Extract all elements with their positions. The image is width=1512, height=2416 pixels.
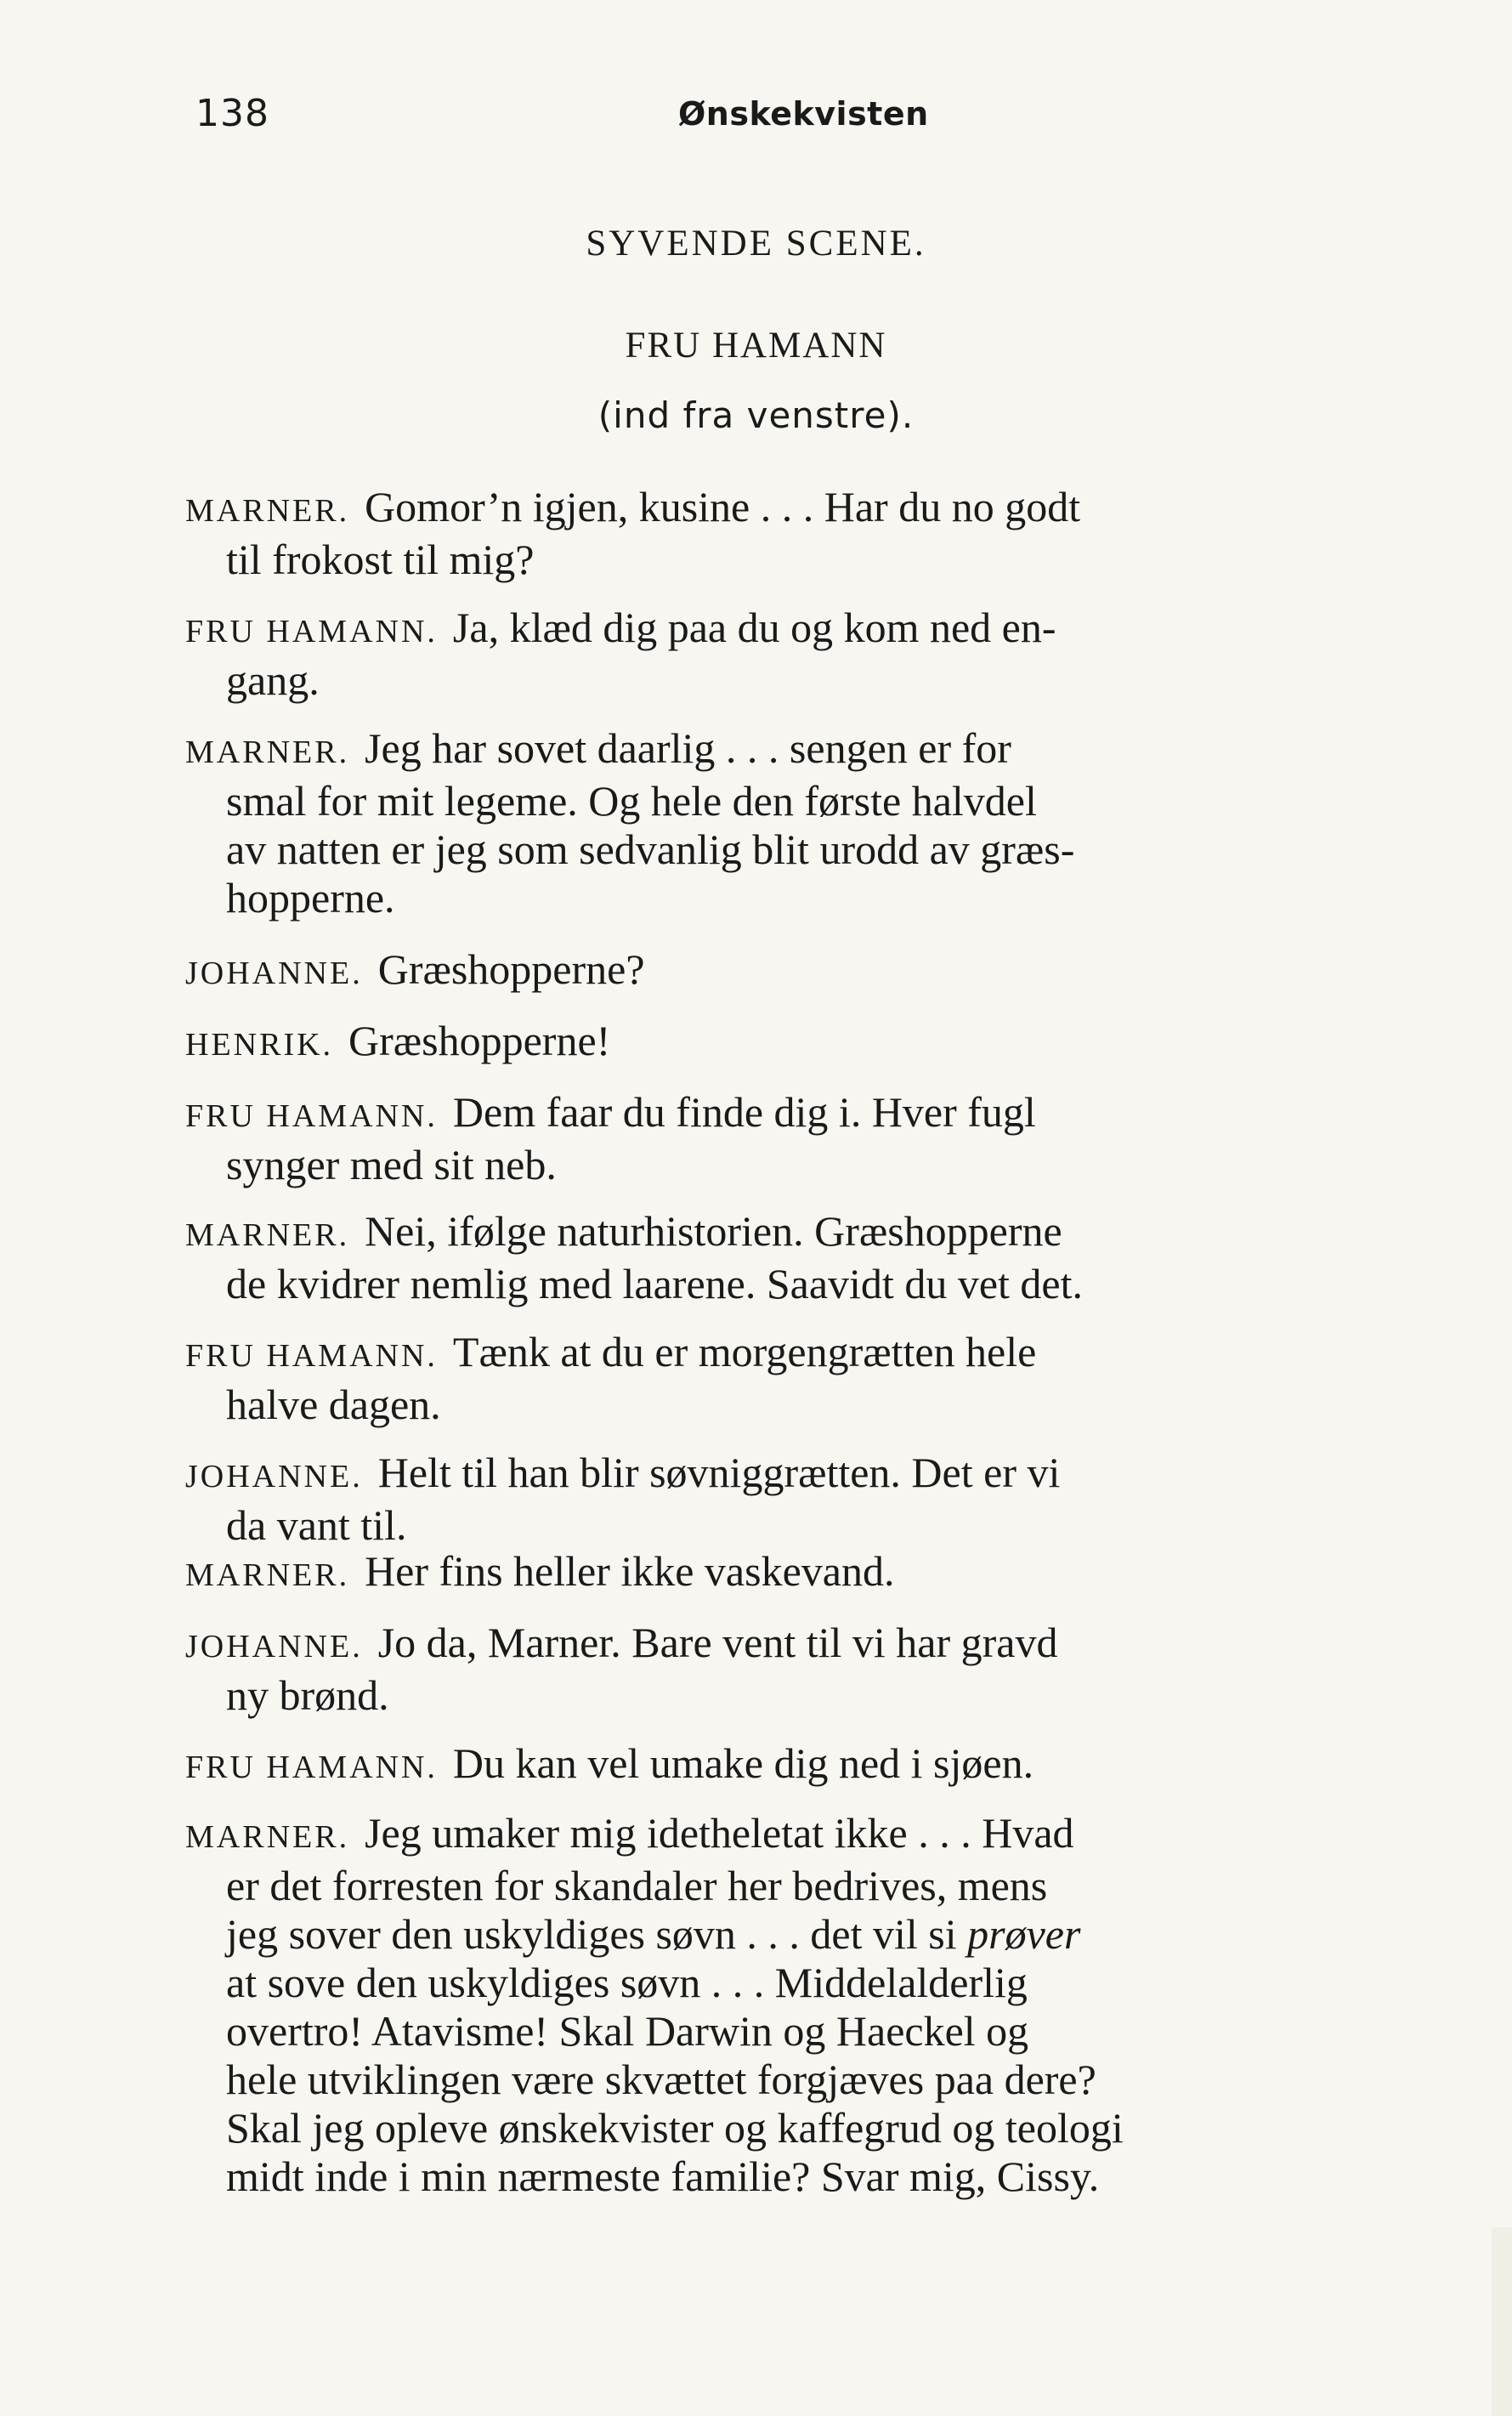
speaker-name: MARNER. xyxy=(185,1217,350,1253)
speech xyxy=(185,1619,1401,1720)
speech-line: Dem faar du finde dig i. Hver fugl xyxy=(452,1088,1036,1136)
speaker-name: JOHANNE. xyxy=(185,956,363,991)
speech-line: Jo da, Marner. Bare vent til vi har gravd xyxy=(377,1619,1058,1666)
speech-line: hopperne. xyxy=(226,874,395,922)
speech-line: at sove den uskyldiges søvn . . . Middelalderlig xyxy=(226,1959,1028,2006)
speaker-name: MARNER. xyxy=(185,1557,350,1593)
speech-line: smal for mit legeme. Og hele den første halvdel xyxy=(226,777,1037,825)
speech-line: midt inde i min nærmeste familie? Svar mig, Cissy. xyxy=(226,2152,1100,2200)
speech-line: til frokost til mig? xyxy=(226,536,535,583)
speech-line: Gomor’n igjen, kusine . . . Har du no godt xyxy=(365,483,1081,530)
speech-line: da vant til. xyxy=(226,1501,407,1549)
cast-list: FRU HAMANN xyxy=(625,326,887,366)
speech-line: Jeg har sovet daarlig . . . sengen er for xyxy=(365,724,1011,772)
speech-line: Du kan vel umake dig ned i sjøen. xyxy=(452,1739,1034,1787)
speaker-name: FRU HAMANN. xyxy=(185,614,438,649)
running-title: Ønskekvisten xyxy=(678,95,929,133)
emphasized-word: prøver xyxy=(967,1910,1081,1958)
speech-line: Nei, ifølge naturhistorien. Græshopperne xyxy=(365,1207,1062,1255)
speech-line: er det forresten for skandaler her bedrives, mens xyxy=(226,1862,1048,1909)
speech-line: de kvidrer nemlig med laarene. Saavidt du vet det. xyxy=(226,1260,1083,1307)
page-edge-shadow xyxy=(1492,2227,1512,2416)
speech xyxy=(185,1809,1401,2201)
page-number: 138 xyxy=(195,92,269,135)
speech-line: ny brønd. xyxy=(226,1671,389,1719)
speaker-name: FRU HAMANN. xyxy=(185,1098,438,1134)
speaker-name: MARNER. xyxy=(185,493,350,529)
speech-line: Tænk at du er morgengrætten hele xyxy=(452,1328,1037,1375)
speech xyxy=(185,945,1401,998)
speech xyxy=(185,1088,1401,1189)
speech xyxy=(185,1207,1401,1308)
speech-line: av natten er jeg som sedvanlig blit urodd av græs- xyxy=(226,825,1075,873)
speaker-name: HENRIK. xyxy=(185,1027,334,1063)
speaker-name: FRU HAMANN. xyxy=(185,1750,438,1785)
speech xyxy=(185,1449,1401,1550)
speech-line: Jeg umaker mig idetheletat ikke . . . Hvad xyxy=(365,1809,1074,1857)
stage-direction: (ind fra venstre). xyxy=(597,394,915,436)
speech-line: halve dagen. xyxy=(226,1381,441,1428)
speech-line: jeg sover den uskyldiges søvn . . . det vil si xyxy=(226,1910,957,1958)
speech-line: Græshopperne! xyxy=(348,1017,611,1064)
speech-line: gang. xyxy=(226,656,320,704)
speech xyxy=(185,1739,1401,1792)
speaker-name: JOHANNE. xyxy=(185,1629,363,1665)
speech xyxy=(185,1017,1401,1069)
speech-line: synger med sit neb. xyxy=(226,1141,557,1188)
speech-line: Græshopperne? xyxy=(377,945,645,993)
speaker-name: JOHANNE. xyxy=(185,1459,363,1494)
scene-title: SYVENDE SCENE. xyxy=(586,224,926,264)
speech-line: hele utviklingen være skvættet forgjæves paa dere? xyxy=(226,2056,1096,2103)
speech-line: Skal jeg opleve ønskekvister og kaffegrud og teologi xyxy=(226,2104,1124,2152)
speech-line: Helt til han blir søvniggrætten. Det er vi xyxy=(377,1449,1061,1496)
speech xyxy=(185,1547,1401,1600)
speaker-name: FRU HAMANN. xyxy=(185,1338,438,1374)
speech xyxy=(185,1328,1401,1429)
speech-line: Her fins heller ikke vaskevand. xyxy=(365,1547,895,1595)
running-head xyxy=(195,92,1394,143)
speech-line: Ja, klæd dig paa du og kom ned en- xyxy=(452,604,1056,651)
speech-line: overtro! Atavisme! Skal Darwin og Haeckel og xyxy=(226,2007,1029,2055)
speaker-name: MARNER. xyxy=(185,734,350,770)
speech xyxy=(185,604,1401,705)
speech xyxy=(185,483,1401,584)
speaker-name: MARNER. xyxy=(185,1819,350,1855)
speech xyxy=(185,724,1401,922)
